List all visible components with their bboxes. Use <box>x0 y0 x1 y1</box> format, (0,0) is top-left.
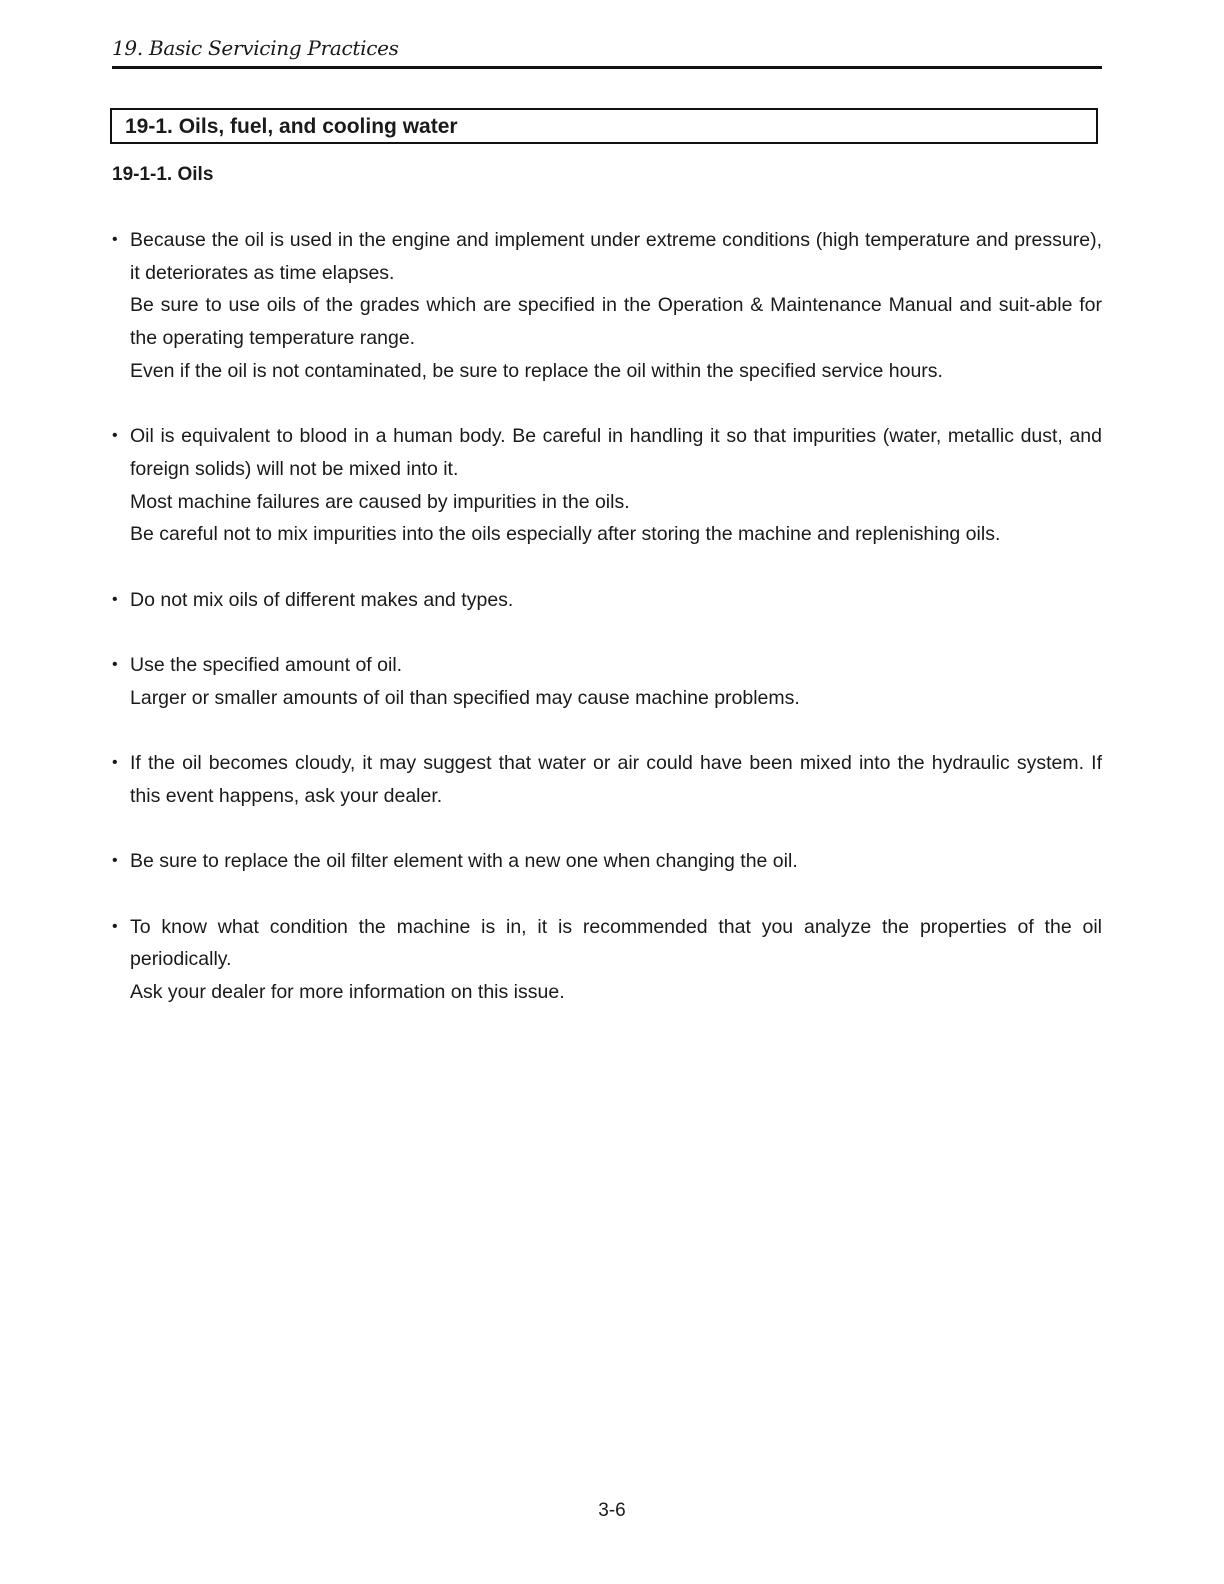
bullet-text: Even if the oil is not contaminated, be sure to replace the oil within the specified service hours. <box>130 359 943 382</box>
bullet-item <box>112 911 1102 1009</box>
bullet-text: If the oil becomes cloudy, it may suggest that water or air could have been mixed into the hydraulic system. If this event happens, ask your dealer. <box>130 752 1102 807</box>
bullet-icon: • <box>112 656 118 674</box>
bullet-text: Oil is equivalent to blood in a human body. Be careful in handling it so that impurities (water, metallic dust, and foreign solids) will not be mixed into it. <box>130 425 1102 480</box>
bullet-icon: • <box>112 917 118 935</box>
bullet-text: Use the specified amount of oil. <box>130 654 403 677</box>
page-number: 3-6 <box>598 1500 626 1521</box>
bullet-text: To know what condition the machine is in, it is recommended that you analyze the properties of the oil periodically. <box>130 915 1102 971</box>
bullet-item <box>112 649 1102 714</box>
bullet-item <box>112 224 1102 388</box>
bullet-text: Be sure to use oils of the grades which are specified in the Operation & Maintenance Manual and suit-able for the operating temperature range. <box>130 294 1102 350</box>
bullet-icon: • <box>112 754 118 772</box>
subsection-heading: 19-1-1. Oils <box>112 164 214 185</box>
bullet-icon: • <box>112 590 118 608</box>
bullet-text: Be sure to replace the oil filter element with a new one when changing the oil. <box>130 850 798 873</box>
bullet-text: Do not mix oils of different makes and types. <box>130 588 514 611</box>
bullet-icon: • <box>112 852 118 870</box>
bullet-item <box>112 845 1102 878</box>
bullet-text: Be careful not to mix impurities into the oils especially after storing the machine and replenishing oils. <box>130 523 1001 546</box>
bullet-text: Most machine failures are caused by impurities in the oils. <box>130 490 630 513</box>
bullet-icon: • <box>112 427 118 445</box>
bullet-list <box>112 224 1102 1041</box>
bullet-text: Larger or smaller amounts of oil than specified may cause machine problems. <box>130 686 800 709</box>
bullet-item <box>112 584 1102 617</box>
bullet-icon: • <box>112 231 118 248</box>
bullet-item <box>112 420 1102 551</box>
running-header <box>112 34 1102 69</box>
bullet-text: Because the oil is used in the engine and implement under extreme conditions (high temperature and pressure), it deteriorates as time elapses. <box>130 229 1102 284</box>
bullet-text: Ask your dealer for more information on this issue. <box>130 981 565 1004</box>
bullet-item <box>112 747 1102 812</box>
running-header-title: 19. Basic Servicing Practices <box>112 36 399 60</box>
section-heading: 19-1. Oils, fuel, and cooling water <box>110 108 1098 144</box>
